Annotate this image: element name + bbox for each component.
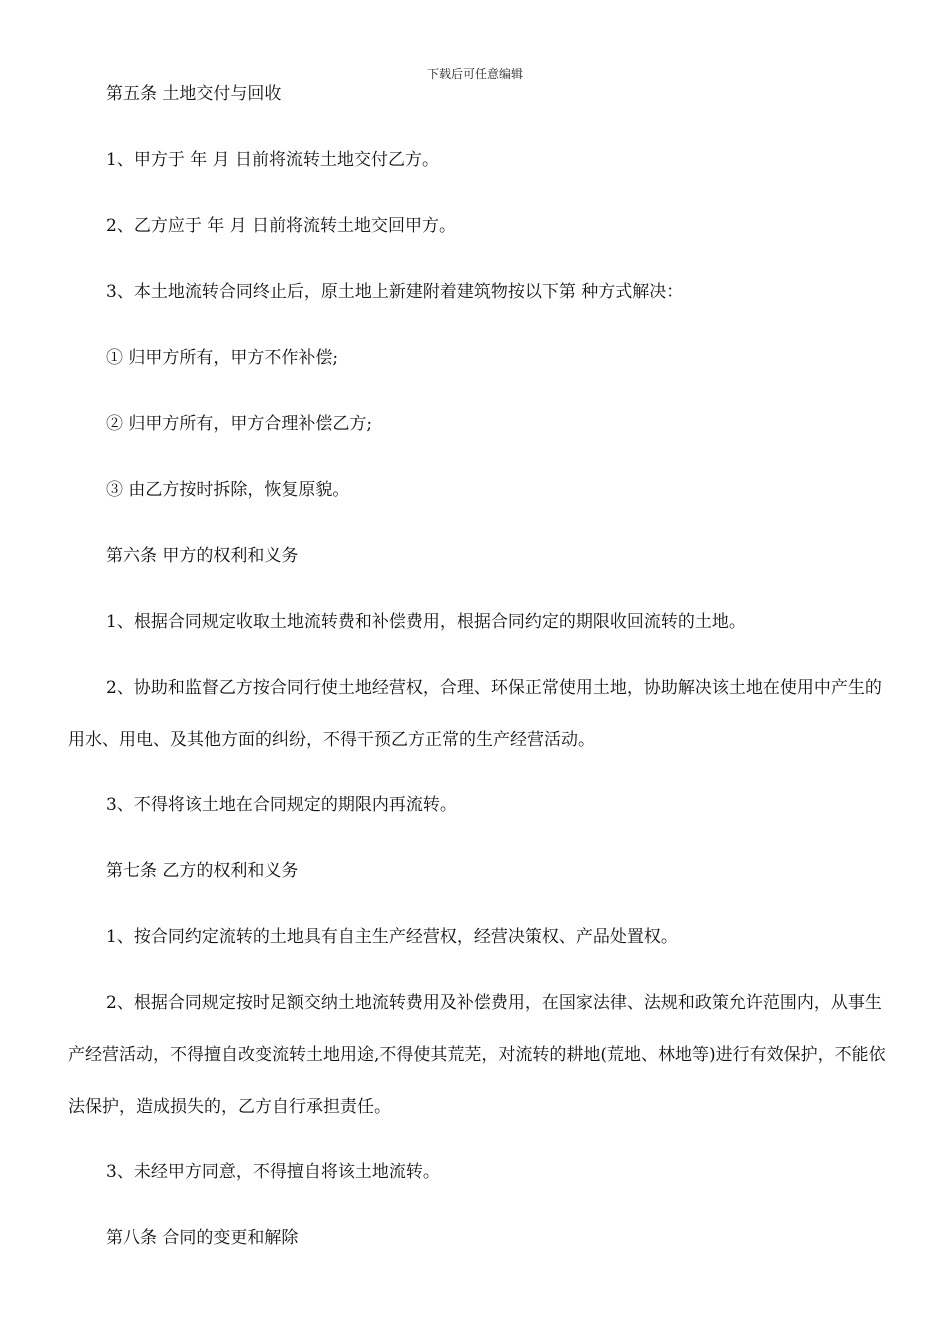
article-5-option-1: ① 归甲方所有，甲方不作补偿;: [106, 348, 339, 368]
article-5-option-2: ② 归甲方所有，甲方合理补偿乙方;: [106, 414, 373, 434]
article-5-item-3: 3、本土地流转合同终止后，原土地上新建附着建筑物按以下第 种方式解决：: [106, 282, 684, 302]
article-6-heading: 第六条 甲方的权利和义务: [106, 546, 299, 566]
article-5-item-2: 2、乙方应于 年 月 日前将流转土地交回甲方。: [106, 216, 457, 236]
document-body: [68, 80, 886, 1253]
article-6-item-3: 3、不得将该土地在合同规定的期限内再流转。: [106, 795, 457, 815]
article-5-option-3: ③ 由乙方按时拆除，恢复原貌。: [106, 480, 350, 500]
article-5-item-1: 1、甲方于 年 月 日前将流转土地交付乙方。: [106, 150, 440, 170]
article-7-heading: 第七条 乙方的权利和义务: [106, 861, 299, 881]
article-6-item-1: 1、根据合同规定收取土地流转费和补偿费用，根据合同约定的期限收回流转的土地。: [106, 612, 746, 632]
article-5-heading: 第五条 土地交付与回收: [106, 84, 282, 104]
article-7-item-2: 2、根据合同规定按时足额交纳土地流转费用及补偿费用，在国家法律、法规和政策允许范围内，从事生产经营活动，不得擅自改变流转土地用途,不得使其荒芜，对流转的耕地(荒地、林地等)进行有效保护，不能依法保护，造成损失的，乙方自行承担责任。: [68, 993, 886, 1117]
article-7-item-1: 1、按合同约定流转的土地具有自主生产经营权，经营决策权、产品处置权。: [106, 927, 678, 947]
article-7-item-3: 3、未经甲方同意，不得擅自将该土地流转。: [106, 1162, 440, 1182]
article-8-heading: 第八条 合同的变更和解除: [106, 1228, 299, 1248]
article-6-item-2: 2、协助和监督乙方按合同行使土地经营权，合理、环保正常使用土地，协助解决该土地在使用中产生的用水、用电、及其他方面的纠纷，不得干预乙方正常的生产经营活动。: [68, 678, 882, 750]
header-note: 下载后可任意编辑: [426, 67, 523, 81]
